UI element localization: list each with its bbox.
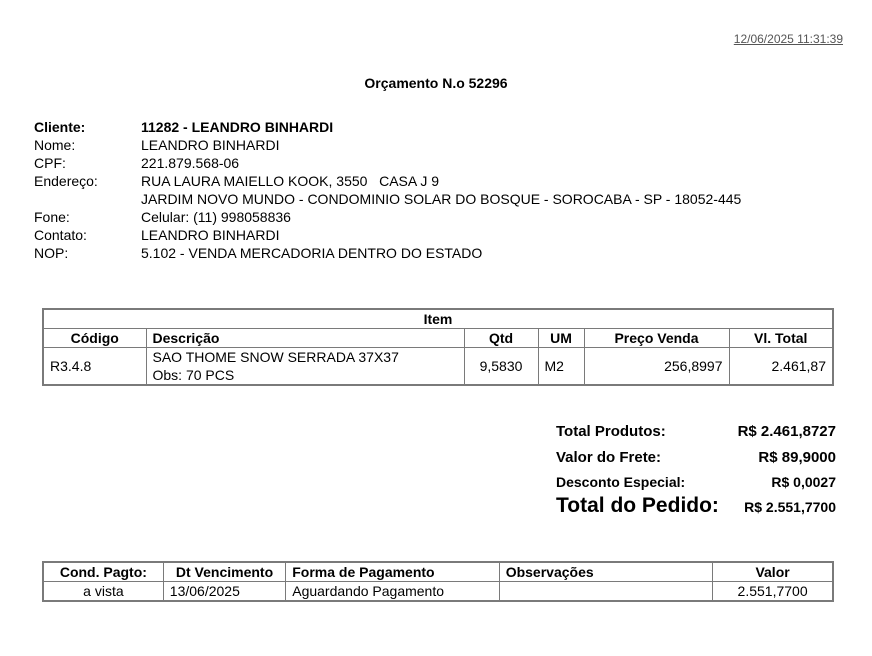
totals-block [556, 420, 836, 524]
frete-row [556, 446, 836, 470]
frete-label: Valor do Frete: [556, 449, 662, 466]
total-pedido-label: Total do Pedido: [556, 494, 719, 517]
frete-value: R$ 89,9000 [758, 449, 836, 466]
col-header-valor: Valor [713, 562, 833, 582]
pay-vencimento: 13/06/2025 [163, 582, 285, 602]
total-produtos-value: R$ 2.461,8727 [737, 423, 836, 440]
phone-value: Celular: (11) 998058836 [141, 209, 291, 225]
total-pedido-value: R$ 2.551,7700 [744, 499, 836, 515]
col-header-preco: Preço Venda [584, 329, 729, 348]
table-row [43, 348, 833, 386]
phone-label: Fone: [34, 209, 70, 225]
print-timestamp: 12/06/2025 11:31:39 [733, 32, 843, 46]
client-info [34, 118, 741, 262]
address-row [34, 172, 741, 190]
pay-valor: 2.551,7700 [713, 582, 833, 602]
client-label: Cliente: [34, 119, 86, 135]
phone-row [34, 208, 741, 226]
total-produtos-row [556, 420, 836, 444]
name-value: LEANDRO BINHARDI [141, 137, 280, 153]
nop-row [34, 244, 741, 262]
payment-table [42, 561, 834, 602]
cpf-label: CPF: [34, 155, 66, 171]
total-pedido-row [556, 494, 836, 524]
contact-value: LEANDRO BINHARDI [141, 227, 280, 243]
pay-obs [499, 582, 712, 602]
cpf-value: 221.879.568-06 [141, 155, 240, 171]
col-header-vencimento: Dt Vencimento [163, 562, 285, 582]
desconto-row [556, 470, 836, 494]
client-row [34, 118, 741, 136]
col-header-descricao: Descrição [146, 329, 464, 348]
col-header-observacoes: Observações [499, 562, 712, 582]
total-produtos-label: Total Produtos: [556, 423, 666, 440]
pay-cond: a vista [43, 582, 163, 602]
item-codigo: R3.4.8 [43, 348, 146, 386]
items-table-caption: Item [43, 309, 833, 329]
item-description-text: SAO THOME SNOW SERRADA 37X37 [152, 349, 399, 365]
address-value: RUA LAURA MAIELLO KOOK, 3550 CASA J 9 [141, 173, 440, 189]
col-header-total: Vl. Total [729, 329, 833, 348]
col-header-codigo: Código [43, 329, 146, 348]
desconto-label: Desconto Especial: [556, 474, 686, 490]
name-label: Nome: [34, 137, 76, 153]
nop-label: NOP: [34, 245, 69, 261]
client-value: 11282 - LEANDRO BINHARDI [141, 119, 334, 135]
col-header-qtd: Qtd [464, 329, 538, 348]
table-row [43, 582, 833, 602]
pay-forma: Aguardando Pagamento [286, 582, 499, 602]
item-qtd: 9,5830 [464, 348, 538, 386]
cpf-row [34, 154, 741, 172]
items-table [42, 308, 834, 386]
col-header-cond-pagto: Cond. Pagto: [43, 562, 163, 582]
item-total: 2.461,87 [729, 348, 833, 386]
item-preco: 256,8997 [584, 348, 729, 386]
contact-label: Contato: [34, 227, 87, 243]
address-label: Endereço: [34, 173, 98, 189]
nop-value: 5.102 - VENDA MERCADORIA DENTRO DO ESTADO [141, 245, 483, 261]
item-obs-text: Obs: 70 PCS [152, 367, 235, 383]
desconto-value: R$ 0,0027 [771, 474, 836, 490]
col-header-um: UM [538, 329, 584, 348]
col-header-forma: Forma de Pagamento [286, 562, 499, 582]
address-row-2 [34, 190, 741, 208]
document-title: Orçamento N.o 52296 [364, 75, 508, 91]
name-row [34, 136, 741, 154]
address-value-2: JARDIM NOVO MUNDO - CONDOMINIO SOLAR DO BOSQUE - SOROCABA - SP - 18052-445 [141, 191, 742, 207]
contact-row [34, 226, 741, 244]
item-um: M2 [538, 348, 584, 386]
item-descricao [146, 348, 464, 386]
